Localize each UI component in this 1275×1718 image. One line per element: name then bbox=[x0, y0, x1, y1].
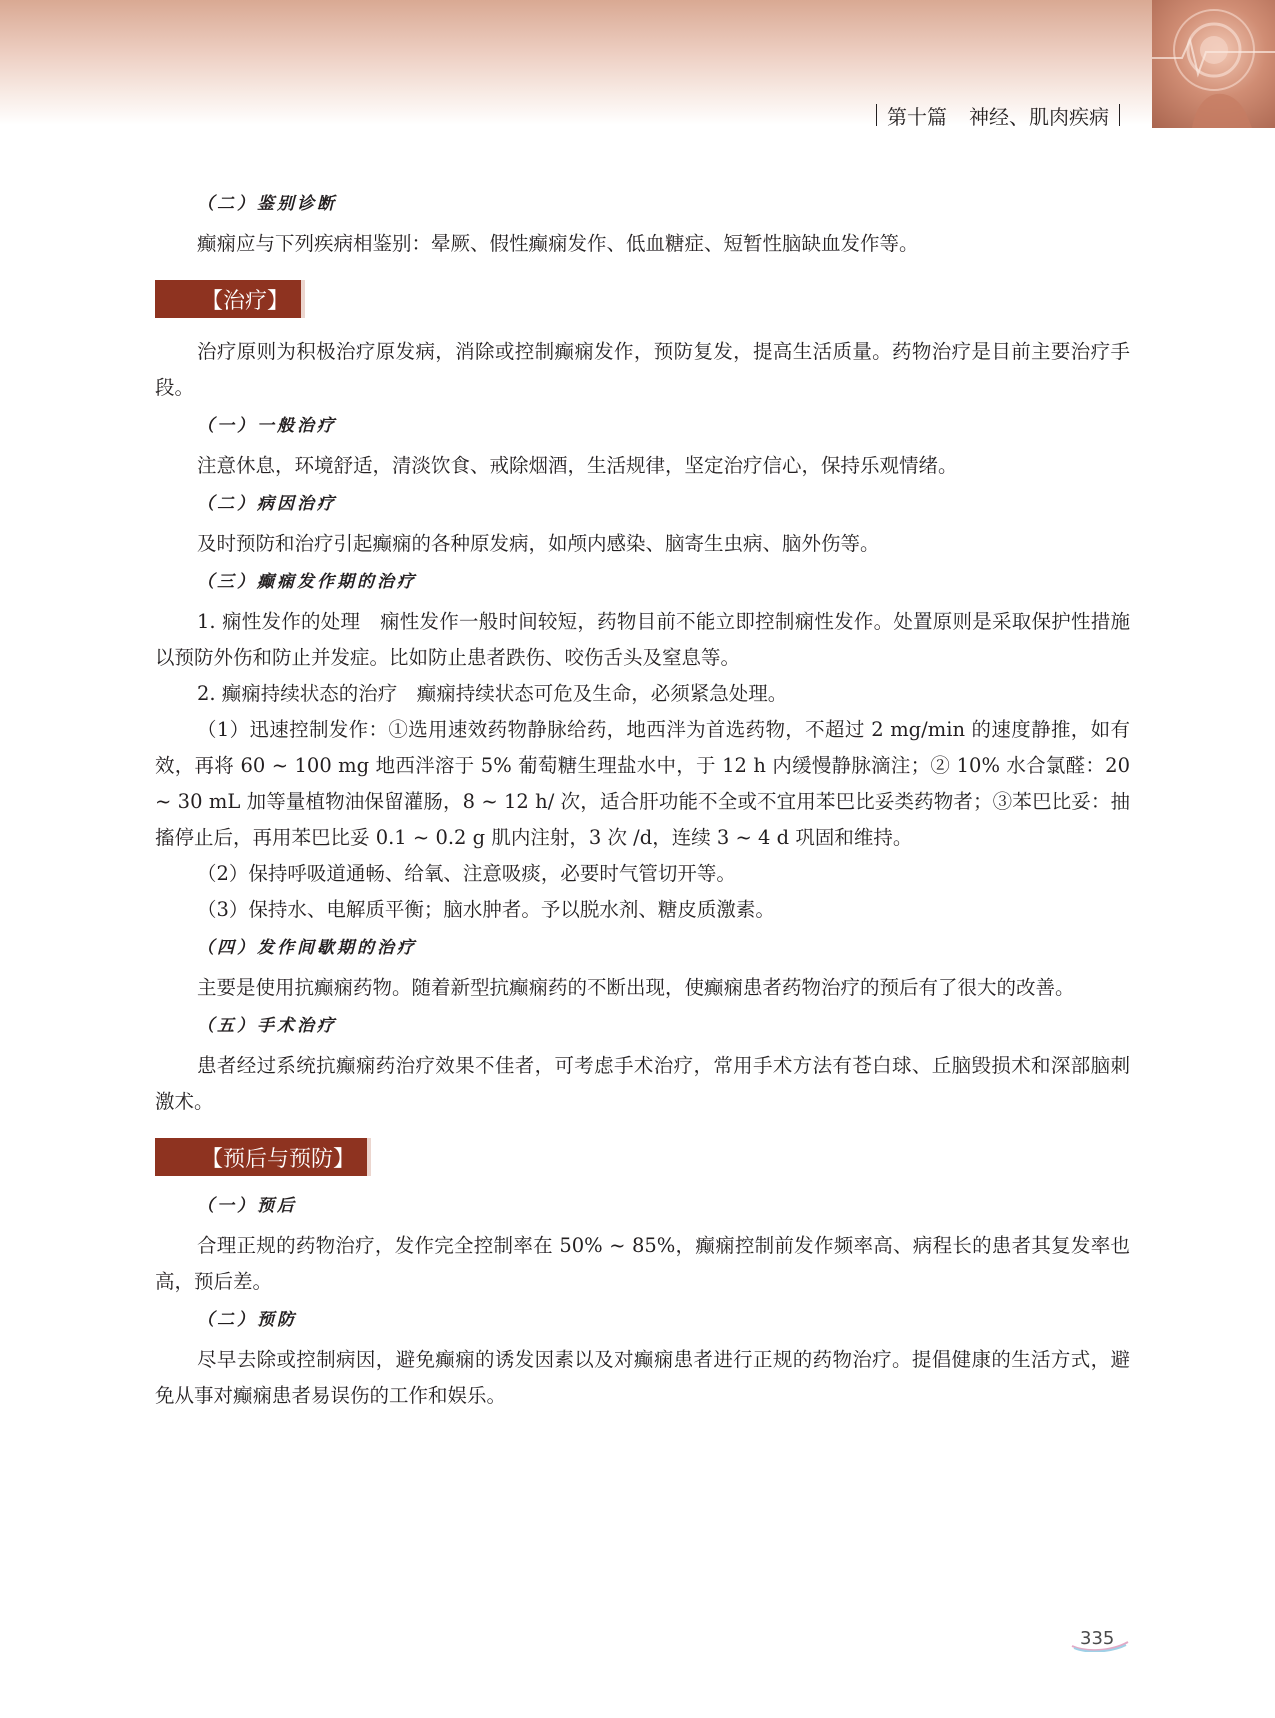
section-heading: （三）癫痫发作期的治疗 bbox=[197, 572, 417, 592]
separator bbox=[1119, 104, 1120, 126]
section-banner: 【预后与预防】 bbox=[155, 1138, 367, 1176]
header-corner-image bbox=[1152, 0, 1275, 128]
paragraph: （1）迅速控制发作：①选用速效药物静脉给药，地西泮为首选药物，不超过 2 mg/min 的速度静推，如有效，再将 60 ~ 100 mg 地西泮溶于 5% 葡萄糖生理盐水中，于 12 h 内缓慢静脉滴注；② 10% 水合氯醛：20 ~ 30 mL 加等量植物油保留灌肠，8 ~ 12 h/ 次，适合肝功能不全或不宜用苯巴比妥类药物者；③苯巴比妥：抽搐停止后，再用苯巴比妥 0.1 ~ 0.2 g 肌内注射，3 次 /d，连续 3 ~ 4 d 巩固和维持。 bbox=[155, 718, 1130, 849]
section-banner: 【治疗】 bbox=[155, 280, 301, 318]
paragraph: 主要是使用抗癫痫药物。随着新型抗癫痫药的不断出现，使癫痫患者药物治疗的预后有了很大的改善。 bbox=[197, 976, 1075, 999]
section-heading: （一）一般治疗 bbox=[197, 416, 337, 436]
running-head-title: 神经、肌肉疾病 bbox=[969, 104, 1109, 129]
paragraph: 患者经过系统抗癫痫药治疗效果不佳者，可考虑手术治疗，常用手术方法有苍白球、丘脑毁损术和深部脑刺激术。 bbox=[155, 1054, 1130, 1113]
treatment-banner-wrap bbox=[155, 280, 1130, 318]
section-heading: （二）病因治疗 bbox=[197, 494, 337, 514]
page-number: 335 bbox=[1080, 1628, 1115, 1649]
paragraph: （2）保持呼吸道通畅、给氧、注意吸痰，必要时气管切开等。 bbox=[197, 862, 736, 885]
section-heading: （二）鉴别诊断 bbox=[197, 194, 337, 214]
prognosis-banner-wrap bbox=[155, 1138, 1130, 1176]
section-heading: （一）预后 bbox=[197, 1196, 297, 1216]
paragraph: 注意休息，环境舒适，清淡饮食、戒除烟酒，生活规律，坚定治疗信心，保持乐观情绪。 bbox=[197, 454, 958, 477]
section-heading: （四）发作间歇期的治疗 bbox=[197, 938, 417, 958]
section-heading: （二）预防 bbox=[197, 1310, 297, 1330]
paragraph: 合理正规的药物治疗，发作完全控制率在 50% ~ 85%，癫痫控制前发作频率高、病程长的患者其复发率也高，预后差。 bbox=[155, 1234, 1130, 1293]
page-content bbox=[155, 188, 1130, 1414]
paragraph: 癫痫应与下列疾病相鉴别：晕厥、假性癫痫发作、低血糖症、短暂性脑缺血发作等。 bbox=[197, 232, 919, 255]
running-head-part: 第十篇 bbox=[887, 104, 947, 129]
separator bbox=[876, 104, 877, 126]
paragraph: 及时预防和治疗引起癫痫的各种原发病，如颅内感染、脑寄生虫病、脑外伤等。 bbox=[197, 532, 880, 555]
paragraph: 尽早去除或控制病因，避免癫痫的诱发因素以及对癫痫患者进行正规的药物治疗。提倡健康的生活方式，避免从事对癫痫患者易误伤的工作和娱乐。 bbox=[155, 1348, 1130, 1407]
paragraph: 2. 癫痫持续状态的治疗 癫痫持续状态可危及生命，必须紧急处理。 bbox=[197, 682, 788, 705]
section-heading: （五）手术治疗 bbox=[197, 1016, 337, 1036]
paragraph: （3）保持水、电解质平衡；脑水肿者。予以脱水剂、糖皮质激素。 bbox=[197, 898, 775, 921]
running-head bbox=[866, 100, 1130, 130]
paragraph: 治疗原则为积极治疗原发病，消除或控制癫痫发作，预防复发，提高生活质量。药物治疗是目前主要治疗手段。 bbox=[155, 340, 1130, 399]
paragraph: 1. 痫性发作的处理 痫性发作一般时间较短，药物目前不能立即控制痫性发作。处置原则是采取保护性措施以预防外伤和防止并发症。比如防止患者跌伤、咬伤舌头及窒息等。 bbox=[155, 610, 1130, 669]
